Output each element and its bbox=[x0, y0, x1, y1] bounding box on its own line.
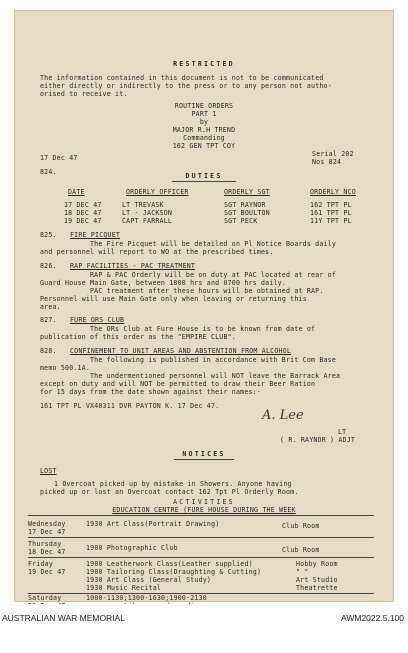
activity-date-thu: 18 Dec 47 bbox=[28, 548, 66, 556]
duties-row-3-officer: CAPT FARRALL bbox=[122, 217, 173, 225]
para-827-line-2: publication of this order as the "EMPIRE CLUB". bbox=[40, 333, 236, 341]
signature-mark: A. Lee bbox=[262, 408, 304, 423]
activity-fri-room-3: Art Studio bbox=[296, 576, 338, 584]
duties-row-3-date: 19 DEC 47 bbox=[64, 217, 102, 225]
para-826-line-5: area. bbox=[40, 303, 61, 311]
para-828-line-3: The undermentioned personnel will NOT leave the Barrack Area bbox=[90, 372, 341, 380]
duties-row-1-date: 17 DEC 47 bbox=[64, 201, 102, 209]
activity-thu-1: 1900 Photographic Club bbox=[86, 544, 178, 552]
activity-wed-1: 1930 Art Class(Portrait Drawing) bbox=[86, 520, 220, 528]
para-828-line-4: except on duty and will NOT be permitted to draw their Beer Ration bbox=[40, 380, 316, 388]
signature-name: ( R. RAYNOR ) ADJT bbox=[280, 436, 356, 444]
notice-line-1: The information contained in this document is not to be communicated bbox=[40, 74, 324, 82]
para-826-number: 826. bbox=[40, 262, 57, 270]
activity-wed-room: Club Room bbox=[282, 522, 320, 530]
orders-unit: 162 GEN TPT COY bbox=[172, 142, 236, 150]
duties-row-2-sgt: SGT BOULTON bbox=[224, 209, 270, 217]
orders-by: by bbox=[199, 118, 209, 126]
activity-day-sat: Saturday bbox=[28, 594, 62, 602]
para-824-number: 824. bbox=[40, 168, 57, 176]
activity-fri-room-1: Hobby Room bbox=[296, 560, 338, 568]
activity-fri-room-2: " " bbox=[296, 568, 309, 576]
para-825-number: 825. bbox=[40, 231, 57, 239]
notices-heading: NOTICES bbox=[182, 450, 226, 458]
orders-commanding: Commanding bbox=[183, 134, 225, 142]
order-date: 17 Dec 47 bbox=[40, 154, 78, 162]
para-825-line-2: and personnel will report to WO at the prescribed times. bbox=[40, 248, 274, 256]
para-825-title: FIRE PICQUET bbox=[70, 231, 121, 239]
duties-row-2-date: 18 DEC 47 bbox=[64, 209, 102, 217]
activity-date-fri: 19 Dec 47 bbox=[28, 568, 66, 576]
para-826-line-1: RAP & PAC Orderly will be on duty at PAC located at rear of bbox=[90, 271, 337, 279]
para-825-line-1: The Fire Picquet will be detailed on Pl Notice Boards daily bbox=[90, 240, 337, 248]
restricted-heading: RESTRICTED bbox=[173, 60, 235, 68]
activity-date-wed: 17 Dec 47 bbox=[28, 528, 66, 536]
notice-line-3: orised to receive it. bbox=[40, 90, 128, 98]
activity-fri-3: 1930 Art Class (General Study) bbox=[86, 576, 212, 584]
activities-heading: ACTIVITIES bbox=[173, 498, 235, 506]
orders-part: PART 1 bbox=[191, 110, 217, 118]
activities-rule-2 bbox=[28, 557, 374, 558]
activities-subtitle: EDUCATION CENTRE (FURE HOUSE DURING THE WEEK bbox=[112, 506, 296, 514]
signature-rank: LT bbox=[338, 428, 347, 436]
activities-top-rule bbox=[28, 515, 374, 516]
lost-line-1: 1 Overcoat picked up by mistake in Showers. Anyone having bbox=[54, 480, 292, 488]
notices-underline bbox=[174, 459, 234, 460]
activity-fri-4: 1930 Music Recital bbox=[86, 584, 162, 592]
orders-title: ROUTINE ORDERS bbox=[174, 102, 234, 110]
activity-day-wed: Wednesday bbox=[28, 520, 66, 528]
lost-line-2: picked up or lost an Overcoat contact 162 Tpt Pl Orderly Room. bbox=[40, 488, 299, 496]
lost-heading: LOST bbox=[40, 467, 57, 475]
para-828-number: 828. bbox=[40, 347, 57, 355]
activity-fri-2: 1900 Tailoring Class(Draughting & Cutting) bbox=[86, 568, 262, 576]
duties-header-nco: ORDERLY NCO bbox=[310, 188, 356, 196]
duties-header-sgt: ORDERLY SGT bbox=[224, 188, 270, 196]
activity-sat-1: 1000-1130;1300-1630;1900-2130 bbox=[86, 594, 207, 602]
duties-header-date: DATE bbox=[68, 188, 85, 196]
duties-underline bbox=[172, 181, 236, 182]
document-page bbox=[14, 10, 394, 602]
activity-day-fri: Friday bbox=[28, 560, 54, 568]
orders-officer: MAJOR R.H TREND bbox=[172, 126, 236, 134]
duties-header-officer: ORDERLY OFFICER bbox=[126, 188, 189, 196]
para-827-title: FURE ORS CLUB bbox=[70, 316, 125, 324]
para-827-line-1: The ORs Club at Fure House is to be known from date of bbox=[90, 325, 316, 333]
para-826-line-4: Personnel will use Main Gate only when leaving or returning this bbox=[40, 295, 307, 303]
duties-row-1-officer: LT TREVASK bbox=[122, 201, 164, 209]
activities-rule-1 bbox=[28, 537, 374, 538]
duties-row-1-nco: 162 TPT PL bbox=[310, 201, 352, 209]
duties-row-1-sgt: SGT RAYNOR bbox=[224, 201, 266, 209]
para-828-line-1: The following is published in accordance with Brit Com Base bbox=[90, 356, 337, 364]
order-nos: Nos 824 bbox=[312, 158, 342, 166]
para-826-title: RAP FACILITIES - PAC TREATMENT bbox=[70, 262, 196, 270]
para-827-number: 827. bbox=[40, 316, 57, 324]
para-824-title: DUTIES bbox=[185, 172, 223, 180]
archive-accession-number: AWM2022.5.100 bbox=[341, 613, 404, 623]
activity-thu-room: Club Room bbox=[282, 546, 320, 554]
activity-day-thu: Thursday bbox=[28, 540, 62, 548]
duties-row-2-nco: 161 TPT PL bbox=[310, 209, 352, 217]
para-826-line-3: PAC treatment after these hours will be obtained at RAP. bbox=[90, 287, 324, 295]
activity-fri-room-4: Theatrette bbox=[296, 584, 338, 592]
para-828-line-5: for 15 days from the date shown against their names:- bbox=[40, 388, 261, 396]
archive-name: AUSTRALIAN WAR MEMORIAL bbox=[2, 613, 125, 623]
para-828-title: CONFINEMENT TO UNIT AREAS AND ABSTENTION FROM ALCOHOL bbox=[70, 347, 291, 355]
duties-row-3-sgt: SGT PECK bbox=[224, 217, 258, 225]
para-828-line-2: memo 500.1A. bbox=[40, 364, 91, 372]
duties-row-3-nco: 11Y TPT PL bbox=[310, 217, 352, 225]
activity-fri-1: 1900 Leatherwork Class(Leather supplied) bbox=[86, 560, 253, 568]
para-826-line-2: Guard House Main Gate, between 1800 hrs and 0700 hrs daily. bbox=[40, 279, 287, 287]
archive-caption-bar bbox=[0, 604, 408, 653]
para-828-entry: 161 TPT PL VX40311 DVR PAYTON K. 17 Dec 47. bbox=[40, 402, 220, 410]
duties-row-2-officer: LT - JACKSON bbox=[122, 209, 173, 217]
notice-line-2: either directly or indirectly to the press or to any person not autho- bbox=[40, 82, 332, 90]
serial-number: Serial 202 bbox=[312, 150, 354, 158]
